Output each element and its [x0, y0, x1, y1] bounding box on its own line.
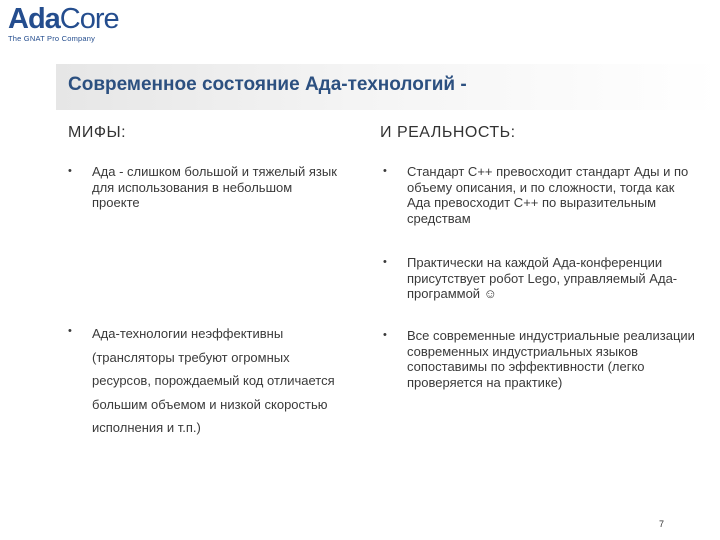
- bullet-icon: •: [383, 165, 387, 177]
- bullet-icon: •: [383, 329, 387, 341]
- slide-title: Современное состояние Ада-технологий -: [68, 74, 467, 95]
- bullet-icon: •: [68, 165, 72, 177]
- myths-heading: МИФЫ:: [68, 124, 127, 141]
- myth-item-text: Ада-технологии неэффективны (трансляторы требуют огромных ресурсов, порождаемый код отличается большим объемом и низкой скоростью исполнения и т.п.): [92, 326, 335, 435]
- myth-item-text: Ада - слишком большой и тяжелый язык для использования в небольшом проекте: [92, 164, 337, 210]
- logo-tagline: The GNAT Pro Company: [8, 34, 96, 43]
- adacore-logo: [8, 4, 138, 44]
- reality-item-text: Все современные индустриальные реализации современных индустриальных языков сопоставимы по эффективности (легко проверяется на практике): [407, 328, 695, 390]
- reality-heading: И РЕАЛЬНОСТЬ:: [380, 124, 516, 141]
- bullet-icon: •: [68, 325, 72, 337]
- reality-item-text: Практически на каждой Ада-конференции присутствует робот Lego, управляемый Ада-программой ☺: [407, 255, 678, 301]
- bullet-icon: •: [383, 256, 387, 268]
- page-number: 7: [659, 519, 665, 529]
- logo-name-part1: Ada: [8, 3, 60, 35]
- logo-wordmark: [8, 4, 138, 34]
- reality-item-text: Стандарт C++ превосходит стандарт Ады и по объему описания, и по сложности, тогда как Ада превосходит C++ по выразительным средствам: [407, 164, 689, 226]
- logo-name-part2: Core: [59, 3, 119, 35]
